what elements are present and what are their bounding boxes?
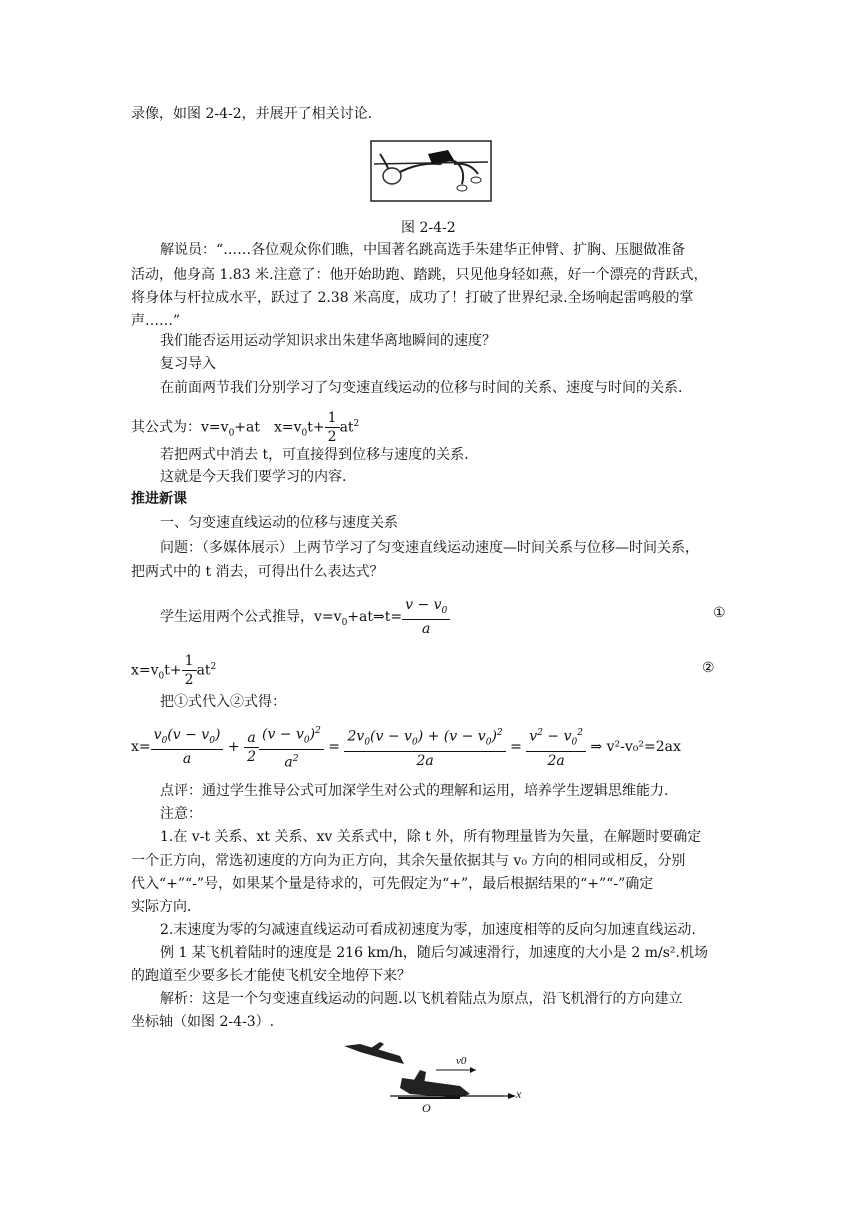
- result-formula: v²-v₀²=2ax: [606, 739, 681, 756]
- new-lesson-heading: 推进新课: [131, 491, 187, 507]
- fraction-half: $\frac{1}{2}$: [325, 409, 340, 446]
- example-1-line-1: 例 1 某飞机着陆时的速度是 216 km/h，随后匀减速滑行，加速度的大小是 2 m/s².机场: [160, 945, 708, 961]
- note-2-line: 2.末速度为零的匀减速直线运动可看成初速度为零，加速度相等的反向匀加速直线运动.: [160, 922, 696, 938]
- note-1-line-3: 代入“+”“-”号，如果某个量是待求的，可先假定为“+”，最后根据结果的“+”“-”确定: [131, 876, 654, 892]
- derivation-line-1: 学生运用两个公式推导，$v=v_0+at\Rightarrow t=$ $\frac{v - v_0}{a}$: [160, 593, 450, 647]
- narration-line-1: 解说员：“……各位观众你们瞧，中国著名跳高选手朱建华正伸臂、扩胸、压腿做准备: [160, 242, 686, 258]
- review-heading: 复习导入: [160, 356, 216, 372]
- arrow-right-icon: [470, 1067, 476, 1073]
- substitute-line: 把①式代入②式得：: [160, 694, 286, 710]
- today-line: 这就是今天我们要学习的内容.: [160, 469, 347, 485]
- note-heading: 注意：: [160, 806, 202, 822]
- comment-line: 点评：通过学生推导公式可加深学生对公式的理解和运用，培养学生逻辑思维能力.: [160, 783, 669, 799]
- eliminate-line: 若把两式中消去 t，可直接得到位移与速度的关系.: [160, 447, 469, 463]
- high-jump-figure: [370, 140, 492, 202]
- frac-term-5: $\frac{v^2 - v_0^2}{2a}$: [526, 724, 586, 770]
- formula-v: 其公式为：v=v: [131, 419, 229, 436]
- v0-label: v0: [456, 1055, 467, 1067]
- problem-line-2: 把两式中的 t 消去，可得出什么表达式？: [131, 564, 384, 580]
- analysis-line-1: 解析：这是一个匀变速直线运动的问题.以飞机着陆点为原点，沿飞机滑行的方向建立: [160, 991, 683, 1007]
- equation-mark-1: ①: [713, 605, 726, 621]
- note-1-line-4: 实际方向.: [131, 899, 192, 915]
- section-1-heading: 一、匀变速直线运动的位移与速度关系: [160, 515, 398, 531]
- derivation-line-3: x= $\frac{v_0(v - v_0)}{a}$ + $\frac{a}{2}$ $\frac{(v - v_0)^2}{a^2}$ = $\frac{2v_0(v - v_0) + (v - v_0)^2}{2a}$ = $\frac{v^2 - v_0^2}{2a}$ ⇒ v²-v₀²=2ax: [131, 722, 681, 772]
- x-eq: x=v: [131, 662, 159, 679]
- derive-t: t=: [384, 609, 403, 625]
- frac-term-3: $\frac{(v - v_0)^2}{a^2}$: [259, 722, 324, 772]
- fraction-t: $\frac{v - v_0}{a}$: [402, 596, 450, 639]
- x-eq-t: t+: [164, 662, 182, 679]
- axis-arrow-icon: [508, 1093, 516, 1099]
- derive-text: 学生运用两个公式推导，v=v: [160, 609, 342, 625]
- figure-caption-2-4-2: 图 2-4-2: [401, 220, 456, 236]
- narration-line-2: 活动，他身高 1.83 米.注意了：他开始助跑、踏跳，只见他身轻如燕，好一个漂亮的背跃式，: [131, 267, 708, 283]
- frac-term-1: $\frac{v_0(v - v_0)}{a}$: [151, 726, 224, 769]
- equation-mark-2: ②: [702, 660, 715, 676]
- aircraft-landing-figure: [340, 1036, 530, 1116]
- fraction-half-2: $\frac{1}{2}$: [182, 652, 197, 689]
- frac-term-2: $\frac{a}{2}$: [244, 729, 259, 766]
- formula-line: 其公式为：$v=v_0+at$ $x=v_0t+$ $\frac{1}{2}$ $at^2$: [131, 410, 360, 446]
- previous-lessons-line: 在前面两节我们分别学习了匀变速直线运动的位移与时间的关系、速度与时间的关系.: [160, 380, 683, 396]
- frac-term-4: $\frac{2v_0(v - v_0) + (v - v_0)^2}{2a}$: [344, 724, 505, 770]
- formula-at2: at: [339, 419, 354, 436]
- formula-x: +at x=v: [234, 419, 302, 436]
- derivation-line-2: $x=v_0t+$ $\frac{1}{2}$ $at^2$: [131, 653, 217, 689]
- origin-label: O: [422, 1101, 431, 1115]
- narration-line-3: 将身体与杆拉成水平，跃过了 2.38 米高度，成功了！打破了世界纪录.全场响起雷鸣般的掌: [131, 290, 694, 306]
- x-axis-label: x: [516, 1087, 522, 1101]
- paragraph-intro: 录像，如图 2-4-2，并展开了相关讨论.: [131, 106, 373, 122]
- narration-line-4: 声……”: [131, 313, 181, 329]
- analysis-line-2: 坐标轴（如图 2-4-3）.: [131, 1014, 275, 1030]
- problem-line-1: 问题：（多媒体展示）上两节学习了匀变速直线运动速度—时间关系与位移—时间关系，: [160, 540, 699, 556]
- formula-t: t+: [307, 419, 325, 436]
- question-line: 我们能否运用运动学知识求出朱建华离地瞬间的速度？: [160, 333, 496, 349]
- note-1-line-2: 一个正方向，常选初速度的方向为正方向，其余矢量依据其与 v₀ 方向的相同或相反，分别: [131, 853, 686, 869]
- example-1-line-2: 的跑道至少要多长才能使飞机安全地停下来？: [131, 968, 411, 984]
- derive-at: +at: [347, 609, 373, 625]
- note-1-line-1: 1.在 v-t 关系、xt 关系、xv 关系式中，除 t 外，所有物理量皆为矢量，在解题时要确定: [160, 829, 702, 845]
